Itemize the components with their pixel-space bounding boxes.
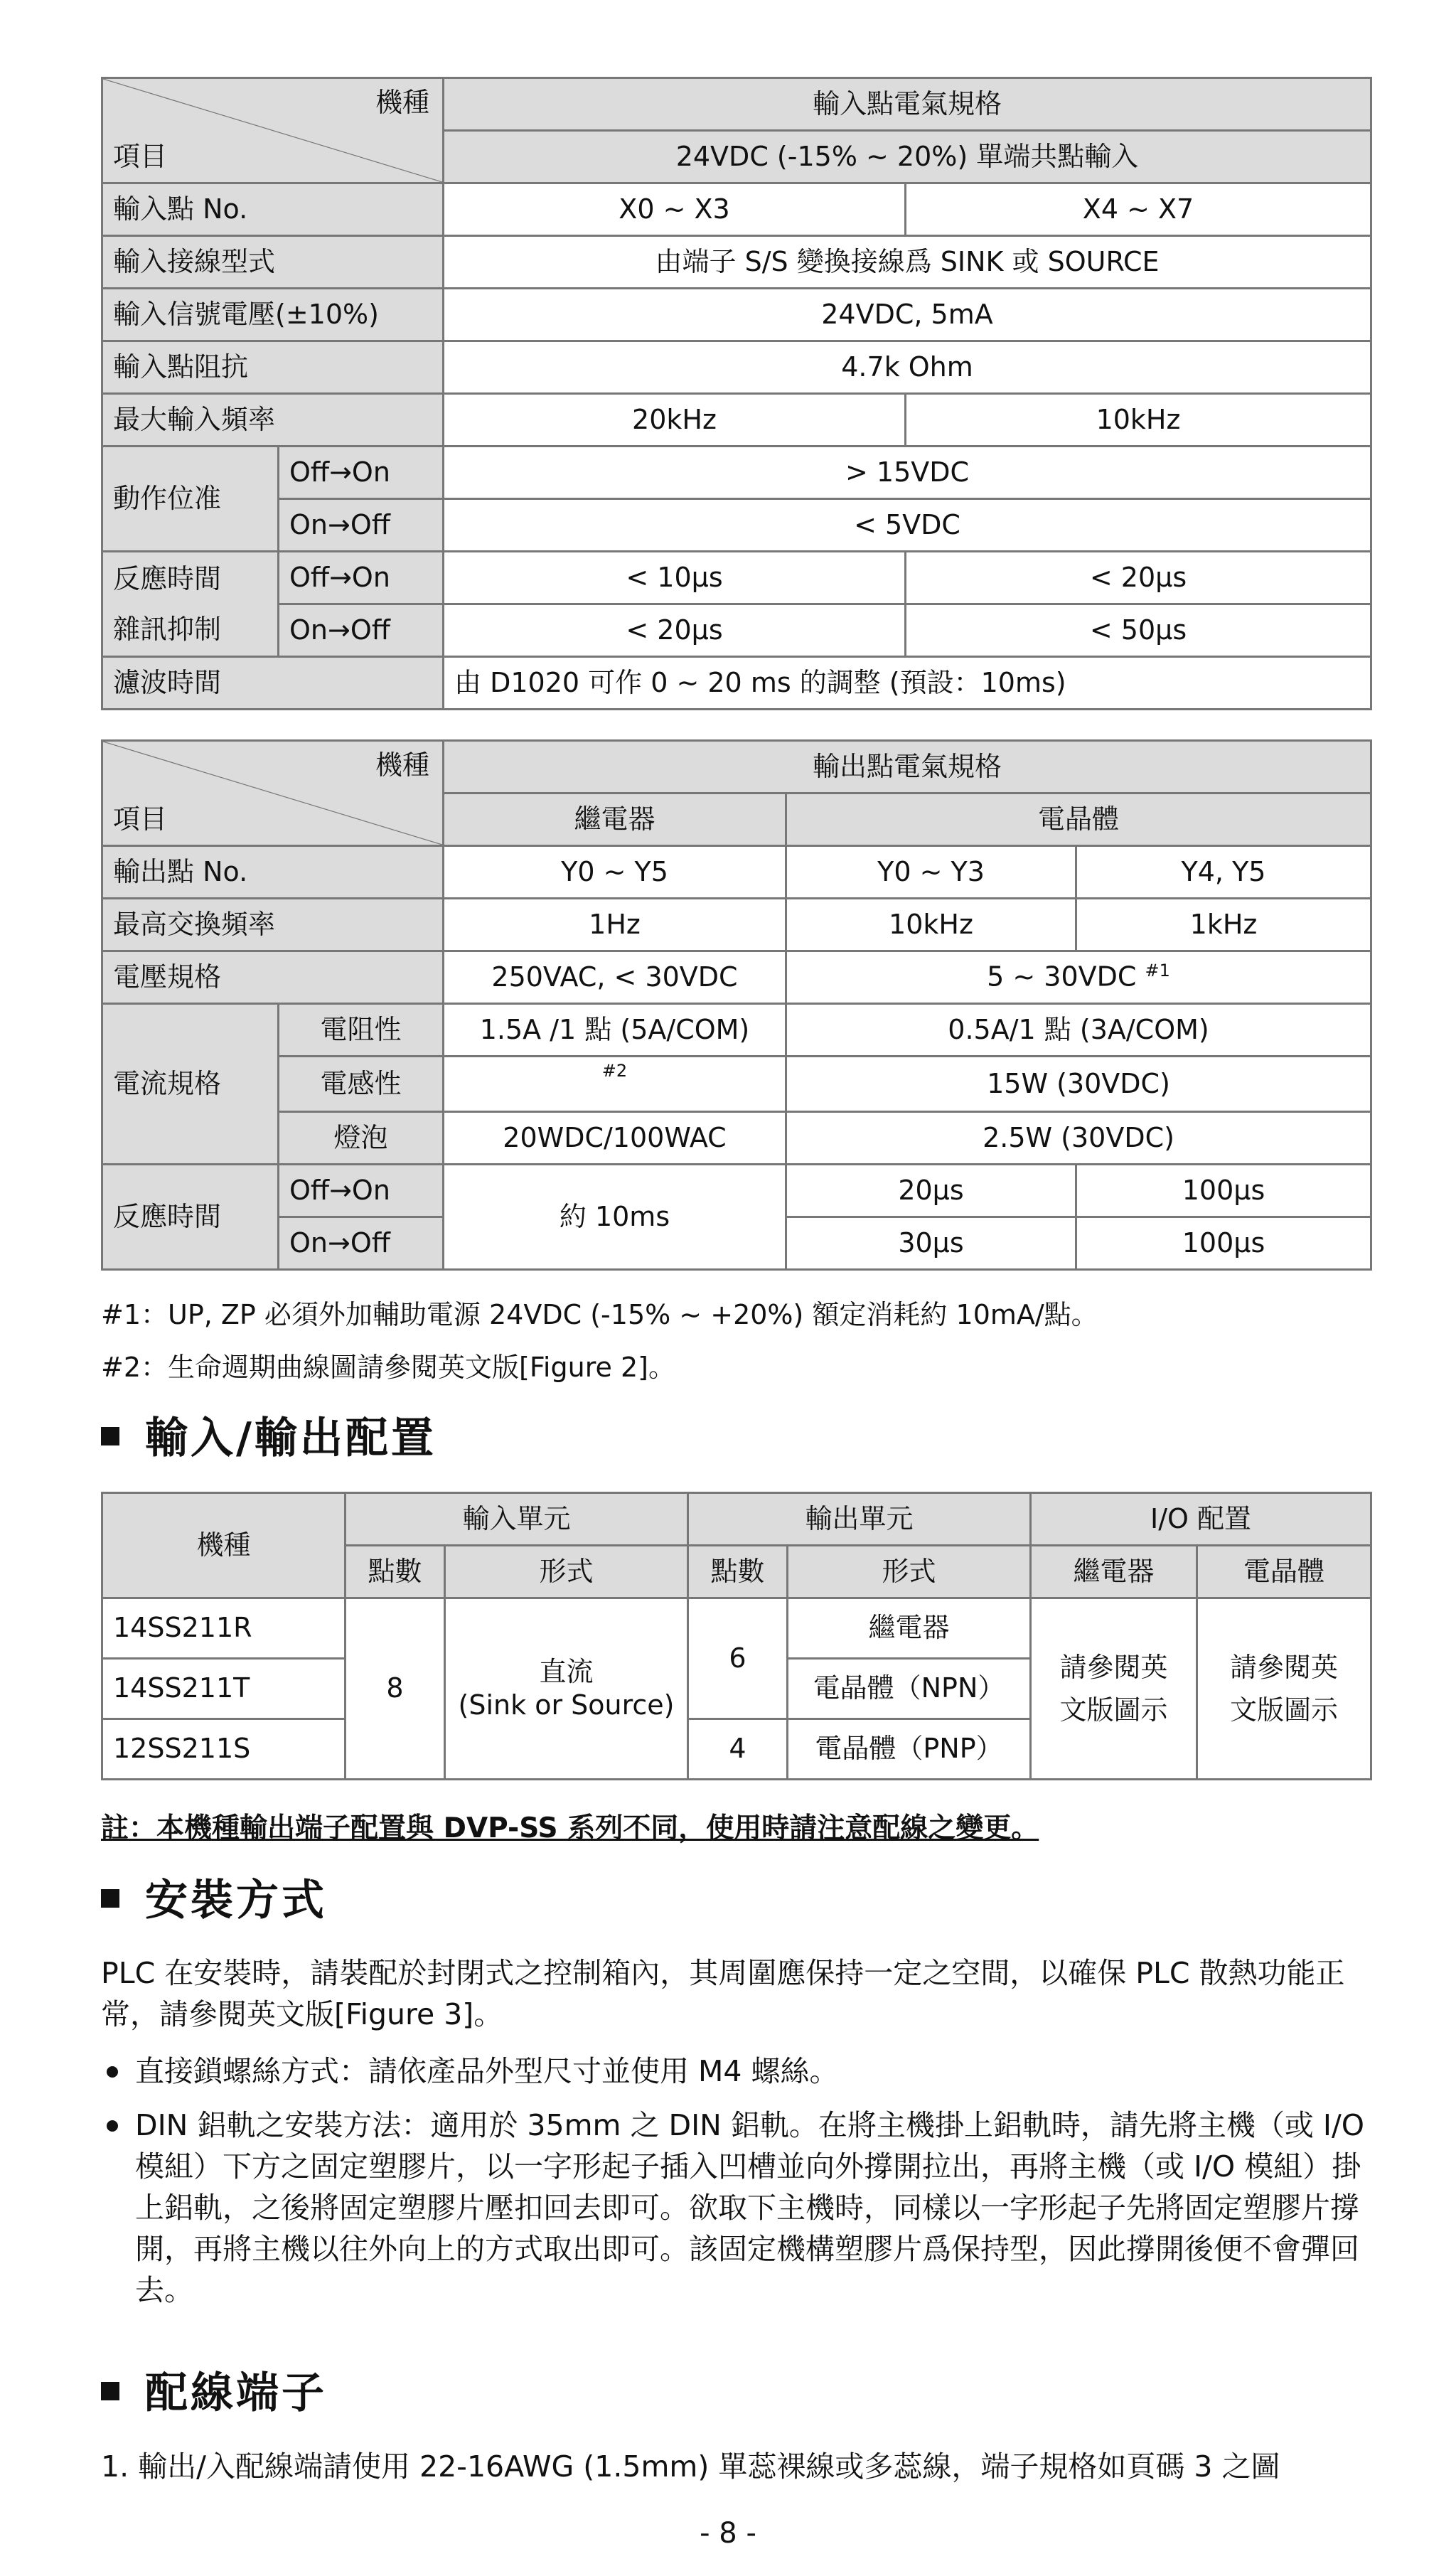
section-title: 輸入/輸出配置 <box>145 1413 437 1463</box>
cell: > 15VDC <box>444 447 1371 499</box>
io-remark: 註：本機種輸出端子配置與 DVP-SS 系列不同，使用時請注意配線之變更。 <box>101 1812 1039 1844</box>
cell: < 10μs <box>444 552 906 604</box>
input-form-line1: 直流 <box>539 1655 594 1687</box>
cell: < 50μs <box>906 604 1371 657</box>
table-row <box>102 604 1371 657</box>
table-row <box>102 1004 1371 1057</box>
cell <box>1031 1598 1197 1780</box>
cell: 15W (30VDC) <box>786 1057 1371 1112</box>
cell: 30μs <box>786 1217 1076 1270</box>
section-heading-wiring <box>101 2359 327 2420</box>
section-title: 安裝方式 <box>145 1876 327 1925</box>
cell: Y4, Y5 <box>1076 846 1371 899</box>
list-item <box>101 2105 1381 2311</box>
square-bullet-icon <box>101 2382 119 2400</box>
table-row <box>102 447 1371 499</box>
install-paragraph: PLC 在安裝時，請裝配於封閉式之控制箱內，其周圍應保持一定之空間，以確保 PLC 散熱功能正常，請參閱英文版[Figure 3]。 <box>101 1956 1345 2031</box>
cell: < 5VDC <box>444 499 1371 552</box>
cell <box>786 951 1371 1004</box>
table-row <box>102 394 1371 447</box>
cell: 4 <box>688 1719 788 1780</box>
row-label: 輸入點阻抗 <box>102 341 444 394</box>
cell: 250VAC, < 30VDC <box>444 951 786 1004</box>
section-heading-install <box>101 1866 327 1928</box>
bullet-dot-icon <box>107 2120 118 2132</box>
sub-label: Off→On <box>279 552 444 604</box>
sub-label: On→Off <box>279 499 444 552</box>
voltage-value: 5 ~ 30VDC <box>987 961 1137 993</box>
cell <box>444 1057 786 1112</box>
cell: X4 ~ X7 <box>906 183 1371 236</box>
row-label: 最高交換頻率 <box>102 899 444 951</box>
header-model: 機種 <box>102 1493 346 1598</box>
cell: 20kHz <box>444 394 906 447</box>
header-form: 形式 <box>445 1546 688 1598</box>
header-spec-title: 輸出點電氣規格 <box>444 741 1371 793</box>
cell <box>445 1598 688 1780</box>
wiring-item-1: 1. 輸出/入配線端請使用 22-16AWG (1.5mm) 單蕊裸線或多蕊線，端子規格如頁碼 3 之圖 <box>101 2449 1280 2484</box>
table-row <box>102 183 1371 236</box>
cell: 電晶體（NPN） <box>788 1659 1031 1719</box>
sub-label: 電感性 <box>279 1057 444 1112</box>
input-form-line2: (Sink or Source) <box>458 1689 675 1721</box>
header-input: 輸入單元 <box>346 1493 688 1546</box>
cell: 電晶體（PNP） <box>788 1719 1031 1780</box>
table-row <box>102 1165 1371 1217</box>
cell: < 20μs <box>906 552 1371 604</box>
square-bullet-icon <box>101 1889 119 1908</box>
header-item-label: 項目 <box>113 140 168 172</box>
sub-label: Off→On <box>279 447 444 499</box>
cell: 10kHz <box>786 899 1076 951</box>
model-cell: 14SS211T <box>102 1659 346 1719</box>
io-config-table <box>101 1492 1372 1780</box>
table-row <box>102 236 1371 289</box>
cell: < 20μs <box>444 604 906 657</box>
header-output: 輸出單元 <box>688 1493 1031 1546</box>
header-relay: 繼電器 <box>1031 1546 1197 1598</box>
header-relay: 繼電器 <box>444 793 786 846</box>
cell: 24VDC, 5mA <box>444 289 1371 341</box>
header-form: 形式 <box>788 1546 1031 1598</box>
bullet-text: 直接鎖螺絲方式：請依產品外型尺寸並使用 M4 螺絲。 <box>135 2054 839 2088</box>
header-points: 點數 <box>346 1546 445 1598</box>
table-corner-header <box>102 78 444 183</box>
output-spec-table <box>101 739 1372 1271</box>
io-trans-line2: 文版圖示 <box>1230 1694 1339 1726</box>
header-item-label: 項目 <box>113 803 168 835</box>
bullet-text: DIN 鋁軌之安裝方法：適用於 35mm 之 DIN 鋁軌。在將主機掛上鋁軌時，請先將主機（或 I/O 模組）下方之固定塑膠片，以一字形起子插入凹槽並向外撐開拉出，再將主機（或 I/O 模組）掛上鋁軌，之後將固定塑膠片壓扣回去即可。欲取下主機時，同樣以一字形起子先將固定塑膠片撐開，再將主機以往外向上的方式取出即可。該固定機構塑膠片爲保持型，因此撐開後便不會彈回去。 <box>135 2108 1365 2307</box>
cell: 100μs <box>1076 1165 1371 1217</box>
io-relay-line2: 文版圖示 <box>1059 1694 1168 1726</box>
sub-label: On→Off <box>279 604 444 657</box>
noise-label: 雜訊抑制 <box>113 613 222 645</box>
table-row <box>102 499 1371 552</box>
cell: 10kHz <box>906 394 1371 447</box>
footnote-ref: #1 <box>1145 961 1170 981</box>
sub-label: Off→On <box>279 1165 444 1217</box>
cell: 約 10ms <box>444 1165 786 1270</box>
table-row <box>102 1112 1371 1165</box>
header-io: I/O 配置 <box>1031 1493 1371 1546</box>
sub-label: 電阻性 <box>279 1004 444 1057</box>
footnote-ref: #2 <box>601 1061 628 1081</box>
header-spec-subtitle: 24VDC (-15% ~ 20%) 單端共點輸入 <box>444 131 1371 183</box>
footnote-1: #1：UP, ZP 必須外加輔助電源 24VDC (-15% ~ +20%) 額定消耗約 10mA/點。 <box>101 1299 1098 1330</box>
table-row <box>102 289 1371 341</box>
sub-label: On→Off <box>279 1217 444 1270</box>
cell <box>1197 1598 1371 1780</box>
row-label: 輸入信號電壓(±10%) <box>102 289 444 341</box>
cell: 1.5A /1 點 (5A/COM) <box>444 1004 786 1057</box>
row-label: 動作位准 <box>102 447 279 552</box>
table-row <box>102 341 1371 394</box>
table-row <box>102 1057 1371 1112</box>
table-row <box>102 552 1371 604</box>
table-row <box>102 1598 1371 1659</box>
cell: 繼電器 <box>788 1598 1031 1659</box>
row-label: 最大輸入頻率 <box>102 394 444 447</box>
footnote-2: #2：生命週期曲線圖請參閱英文版[Figure 2]。 <box>101 1352 675 1383</box>
cell: 100μs <box>1076 1217 1371 1270</box>
square-bullet-icon <box>101 1427 119 1445</box>
cell: 0.5A/1 點 (3A/COM) <box>786 1004 1371 1057</box>
section-heading-io <box>101 1404 437 1465</box>
cell: Y0 ~ Y3 <box>786 846 1076 899</box>
row-label: 輸出點 No. <box>102 846 444 899</box>
bullet-dot-icon <box>107 2066 118 2078</box>
cell: X0 ~ X3 <box>444 183 906 236</box>
table-row <box>102 951 1371 1004</box>
header-model-label: 機種 <box>375 87 429 118</box>
row-label: 反應時間 <box>102 1165 279 1270</box>
response-label: 反應時間 <box>113 562 222 594</box>
cell: 4.7k Ohm <box>444 341 1371 394</box>
row-label: 電流規格 <box>102 1004 279 1165</box>
header-spec-title: 輸入點電氣規格 <box>444 78 1371 131</box>
table-row <box>102 899 1371 951</box>
cell: 2.5W (30VDC) <box>786 1112 1371 1165</box>
table-corner-header <box>102 741 444 846</box>
sub-label: 燈泡 <box>279 1112 444 1165</box>
cell: 8 <box>346 1598 445 1780</box>
list-item <box>101 2051 1381 2092</box>
io-relay-line1: 請參閱英 <box>1059 1652 1168 1683</box>
row-label: 電壓規格 <box>102 951 444 1004</box>
cell: Y0 ~ Y5 <box>444 846 786 899</box>
table-row <box>102 846 1371 899</box>
page-number: - 8 - <box>700 2517 756 2550</box>
header-points: 點數 <box>688 1546 788 1598</box>
model-cell: 14SS211R <box>102 1598 346 1659</box>
cell: 20WDC/100WAC <box>444 1112 786 1165</box>
row-label: 輸入接線型式 <box>102 236 444 289</box>
input-spec-table <box>101 77 1372 710</box>
cell: 20μs <box>786 1165 1076 1217</box>
header-model-label: 機種 <box>375 749 429 781</box>
table-row <box>102 657 1371 710</box>
row-label: 輸入點 No. <box>102 183 444 236</box>
cell: 6 <box>688 1598 788 1719</box>
row-label: 濾波時間 <box>102 657 444 710</box>
section-title: 配線端子 <box>145 2368 327 2418</box>
cell: 由 D1020 可作 0 ~ 20 ms 的調整 (預設：10ms) <box>444 657 1371 710</box>
cell: 1Hz <box>444 899 786 951</box>
cell: 由端子 S/S 變換接線爲 SINK 或 SOURCE <box>444 236 1371 289</box>
io-trans-line1: 請參閱英 <box>1230 1652 1339 1683</box>
header-transistor: 電晶體 <box>1197 1546 1371 1598</box>
header-transistor: 電晶體 <box>786 793 1371 846</box>
model-cell: 12SS211S <box>102 1719 346 1780</box>
row-label <box>102 552 279 657</box>
cell: 1kHz <box>1076 899 1371 951</box>
